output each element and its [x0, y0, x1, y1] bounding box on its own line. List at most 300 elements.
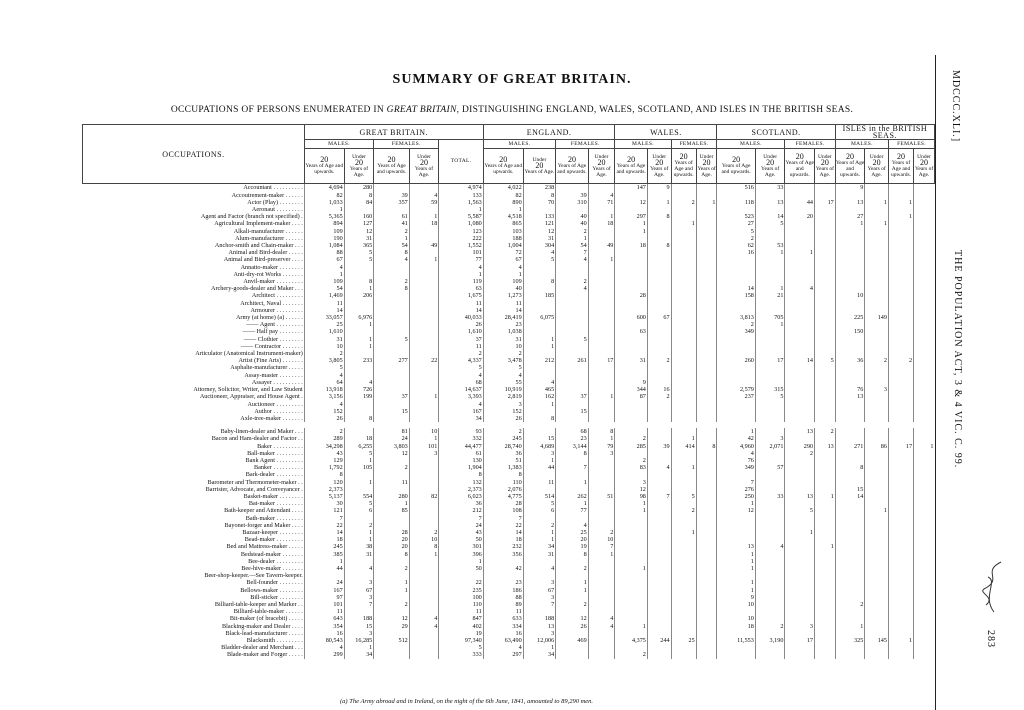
- value-cell: [835, 343, 865, 350]
- age-header-under-20: [755, 149, 785, 184]
- value-cell: [835, 307, 865, 314]
- value-cell: [696, 314, 717, 321]
- value-cell: [409, 608, 439, 615]
- age-number: 20: [597, 158, 606, 168]
- value-cell: [409, 379, 439, 386]
- age-header-20-up: [615, 149, 648, 184]
- value-cell: [647, 235, 671, 242]
- value-cell: [647, 408, 671, 415]
- value-cell: [409, 415, 439, 422]
- value-cell: [914, 350, 935, 357]
- value-cell: [914, 587, 935, 594]
- value-cell: [344, 401, 374, 408]
- age-header-under-20: [647, 149, 671, 184]
- value-cell: [835, 249, 865, 256]
- value-cell: [785, 393, 815, 400]
- value-cell: [523, 206, 556, 213]
- value-cell: [835, 321, 865, 328]
- value-cell: 5: [439, 364, 483, 371]
- value-cell: [865, 558, 889, 565]
- value-cell: [785, 565, 815, 572]
- value-cell: [815, 300, 836, 307]
- age-header-20-up: [374, 149, 409, 184]
- value-cell: 129: [304, 457, 344, 464]
- value-cell: 297: [483, 651, 523, 658]
- value-cell: [696, 386, 717, 393]
- table-row: [83, 192, 935, 199]
- value-cell: 2: [483, 350, 523, 357]
- value-cell: [755, 278, 785, 285]
- value-cell: [409, 558, 439, 565]
- value-cell: [344, 572, 374, 579]
- occupation-name: Army (at home) (a) . . . . . .: [235, 314, 303, 322]
- value-cell: [785, 543, 815, 550]
- value-cell: 1,552: [439, 242, 483, 249]
- value-cell: 17: [785, 637, 815, 644]
- occupation-name: Assayer . . . . . . . . . .: [251, 378, 303, 386]
- value-cell: 77: [439, 256, 483, 263]
- value-cell: 11: [304, 300, 344, 307]
- value-cell: 245: [483, 435, 523, 442]
- value-cell: [865, 529, 889, 536]
- value-cell: 9: [647, 184, 671, 192]
- value-cell: 2: [439, 350, 483, 357]
- value-cell: 13: [785, 493, 815, 500]
- value-cell: 27: [835, 213, 865, 220]
- value-cell: 28: [615, 292, 648, 299]
- value-cell: 354: [304, 623, 344, 630]
- value-cell: [409, 644, 439, 651]
- value-cell: [755, 486, 785, 493]
- age-text: Years of Age.: [650, 166, 669, 179]
- value-cell: [696, 601, 717, 608]
- value-cell: 4: [344, 379, 374, 386]
- value-cell: 2: [647, 393, 671, 400]
- value-cell: 8: [556, 551, 589, 558]
- value-cell: [588, 386, 615, 393]
- value-cell: 349: [717, 464, 755, 471]
- value-cell: [696, 357, 717, 364]
- value-cell: [755, 572, 785, 579]
- value-cell: [556, 471, 589, 478]
- value-cell: [914, 457, 935, 464]
- value-cell: 109: [483, 278, 523, 285]
- value-cell: [671, 285, 696, 292]
- value-cell: [815, 644, 836, 651]
- value-cell: [374, 264, 409, 271]
- value-cell: 13: [835, 199, 865, 206]
- value-cell: [755, 401, 785, 408]
- value-cell: 4,375: [615, 637, 648, 644]
- occupation-name: Blacking-maker and Dealer . . . .: [222, 622, 303, 630]
- value-cell: [374, 364, 409, 371]
- value-cell: [374, 321, 409, 328]
- value-cell: 1: [671, 220, 696, 227]
- value-cell: [696, 435, 717, 442]
- value-cell: [755, 415, 785, 422]
- value-cell: [815, 278, 836, 285]
- value-cell: [865, 644, 889, 651]
- value-cell: [671, 486, 696, 493]
- value-cell: [615, 343, 648, 350]
- value-cell: [755, 307, 785, 314]
- value-cell: 261: [556, 357, 589, 364]
- value-cell: 2: [374, 228, 409, 235]
- table-row: [83, 651, 935, 658]
- value-cell: [696, 292, 717, 299]
- value-cell: [755, 587, 785, 594]
- value-cell: [888, 457, 913, 464]
- value-cell: [696, 242, 717, 249]
- value-cell: [785, 278, 815, 285]
- value-cell: [409, 278, 439, 285]
- value-cell: [755, 192, 785, 199]
- occupation-name: Bank Agent . . . . . . . . .: [245, 456, 303, 464]
- value-cell: 10: [835, 292, 865, 299]
- value-cell: [588, 630, 615, 637]
- value-cell: 36: [835, 357, 865, 364]
- value-cell: [888, 256, 913, 263]
- table-row: [83, 336, 935, 343]
- value-cell: [914, 551, 935, 558]
- value-cell: [671, 536, 696, 543]
- value-cell: [374, 572, 409, 579]
- value-cell: [671, 314, 696, 321]
- value-cell: [671, 393, 696, 400]
- value-cell: [815, 264, 836, 271]
- occupation-name: Accountant . . . . . . . . . .: [243, 184, 303, 192]
- value-cell: [785, 471, 815, 478]
- age-text: Years of Age.: [914, 166, 934, 179]
- value-cell: [888, 192, 913, 199]
- value-cell: 39: [556, 192, 589, 199]
- value-cell: 1: [588, 256, 615, 263]
- value-cell: [785, 579, 815, 586]
- value-cell: [409, 343, 439, 350]
- value-cell: [717, 372, 755, 379]
- value-cell: [647, 401, 671, 408]
- value-cell: [671, 350, 696, 357]
- value-cell: [785, 558, 815, 565]
- value-cell: [815, 379, 836, 386]
- value-cell: 82: [483, 192, 523, 199]
- value-cell: [865, 264, 889, 271]
- value-cell: [647, 471, 671, 478]
- value-cell: 2,076: [483, 486, 523, 493]
- value-cell: [409, 408, 439, 415]
- value-cell: 119: [439, 278, 483, 285]
- value-cell: [696, 450, 717, 457]
- value-cell: [914, 464, 935, 471]
- value-cell: [409, 328, 439, 335]
- value-cell: 4: [556, 256, 589, 263]
- value-cell: 103: [483, 228, 523, 235]
- value-cell: [888, 307, 913, 314]
- value-cell: [615, 206, 648, 213]
- value-cell: [588, 608, 615, 615]
- value-cell: [409, 479, 439, 486]
- value-cell: [755, 264, 785, 271]
- value-cell: [647, 608, 671, 615]
- value-cell: 8: [523, 192, 556, 199]
- value-cell: 18: [483, 536, 523, 543]
- value-cell: 188: [483, 235, 523, 242]
- value-cell: [815, 213, 836, 220]
- occupation-name: Blacksmith . . . . . . . . .: [246, 637, 303, 644]
- value-cell: 1,610: [304, 328, 344, 335]
- value-cell: 2,071: [755, 443, 785, 450]
- value-cell: 13: [815, 443, 836, 450]
- value-cell: [865, 450, 889, 457]
- age-text: Years of Age and upwards.: [616, 163, 646, 176]
- value-cell: 1,004: [483, 242, 523, 249]
- value-cell: [696, 343, 717, 350]
- value-cell: [696, 428, 717, 435]
- value-cell: [914, 479, 935, 486]
- value-cell: [696, 393, 717, 400]
- value-cell: 1: [409, 393, 439, 400]
- table-row: [83, 415, 935, 422]
- value-cell: [888, 435, 913, 442]
- value-cell: 26: [304, 415, 344, 422]
- value-cell: [615, 264, 648, 271]
- table-row: [83, 242, 935, 249]
- value-cell: 310: [556, 199, 589, 206]
- value-cell: 50: [439, 565, 483, 572]
- value-cell: 1,563: [439, 199, 483, 206]
- value-cell: 199: [344, 393, 374, 400]
- value-cell: [815, 536, 836, 543]
- value-cell: 356: [483, 551, 523, 558]
- value-cell: 1: [865, 220, 889, 227]
- value-cell: 13: [717, 543, 755, 550]
- value-cell: 7: [717, 479, 755, 486]
- value-cell: 4: [647, 464, 671, 471]
- value-cell: 51: [483, 457, 523, 464]
- value-cell: 1: [344, 529, 374, 536]
- value-cell: [588, 471, 615, 478]
- value-cell: [815, 242, 836, 249]
- value-cell: 12: [374, 450, 409, 457]
- value-cell: 7: [439, 515, 483, 522]
- value-cell: 1: [588, 213, 615, 220]
- value-cell: [815, 372, 836, 379]
- occupation-name: —— Clothier . . . . . . . .: [243, 335, 303, 343]
- value-cell: [755, 350, 785, 357]
- value-cell: [409, 350, 439, 357]
- occupation-name: Animal and Bird-preserver . . . .: [223, 256, 303, 264]
- value-cell: [865, 372, 889, 379]
- value-cell: [785, 242, 815, 249]
- value-cell: [588, 300, 615, 307]
- value-cell: 4: [523, 379, 556, 386]
- value-cell: [865, 408, 889, 415]
- handwritten-mark: [976, 557, 1006, 617]
- value-cell: [785, 601, 815, 608]
- age-number: 20: [387, 155, 396, 165]
- total-header: TOTAL.: [439, 140, 483, 184]
- value-cell: [888, 601, 913, 608]
- value-cell: [815, 515, 836, 522]
- occupation-name: Archery-goods-dealer and Maker . . .: [211, 285, 303, 293]
- value-cell: 34: [344, 651, 374, 658]
- value-cell: 1: [888, 199, 913, 206]
- value-cell: [374, 651, 409, 658]
- age-text: Years of Age.: [867, 166, 886, 179]
- table-row: [83, 565, 935, 572]
- value-cell: 7: [647, 493, 671, 500]
- value-cell: 63: [439, 285, 483, 292]
- value-cell: 4: [785, 285, 815, 292]
- value-cell: 1: [717, 558, 755, 565]
- value-cell: 3: [588, 450, 615, 457]
- right-margin-rule: [935, 55, 936, 710]
- value-cell: 4: [304, 264, 344, 271]
- value-cell: [588, 235, 615, 242]
- value-cell: 235: [439, 587, 483, 594]
- value-cell: 3: [865, 386, 889, 393]
- table-row: [83, 350, 935, 357]
- value-cell: 188: [344, 615, 374, 622]
- value-cell: 4,518: [483, 213, 523, 220]
- occupation-name: Bat-maker . . . . . . . . .: [248, 500, 303, 508]
- age-header-under-20: [815, 149, 836, 184]
- value-cell: 233: [344, 357, 374, 364]
- value-cell: [374, 300, 409, 307]
- age-number: 20: [567, 155, 576, 165]
- value-cell: [914, 601, 935, 608]
- value-cell: 2: [483, 428, 523, 435]
- value-cell: 7: [556, 249, 589, 256]
- value-cell: 5,137: [304, 493, 344, 500]
- value-cell: 1: [835, 623, 865, 630]
- value-cell: [696, 536, 717, 543]
- occupation-name: Axle-tree-maker . . . . . . .: [240, 414, 303, 422]
- age-under: Under: [352, 154, 366, 161]
- value-cell: [615, 428, 648, 435]
- value-cell: 22: [483, 522, 523, 529]
- value-cell: 25: [671, 637, 696, 644]
- value-cell: [835, 500, 865, 507]
- value-cell: [588, 500, 615, 507]
- value-cell: [374, 271, 409, 278]
- value-cell: 2: [835, 601, 865, 608]
- value-cell: [717, 471, 755, 478]
- value-cell: [914, 637, 935, 644]
- value-cell: 4: [755, 543, 785, 550]
- value-cell: 162: [523, 393, 556, 400]
- value-cell: 7: [523, 601, 556, 608]
- age-number: 20: [846, 152, 855, 162]
- value-cell: [785, 379, 815, 386]
- value-cell: [865, 572, 889, 579]
- value-cell: 212: [523, 357, 556, 364]
- value-cell: [865, 594, 889, 601]
- value-cell: [785, 486, 815, 493]
- occupations-header: OCCUPATIONS.: [83, 125, 305, 184]
- occupation-name: —— Agent . . . . . . . . .: [246, 321, 303, 329]
- value-cell: 4,775: [483, 493, 523, 500]
- value-cell: [865, 364, 889, 371]
- value-cell: 132: [439, 479, 483, 486]
- value-cell: [344, 408, 374, 415]
- value-cell: [755, 615, 785, 622]
- value-cell: 2: [374, 278, 409, 285]
- value-cell: 280: [344, 184, 374, 192]
- value-cell: [556, 307, 589, 314]
- value-cell: [865, 256, 889, 263]
- table-row: [83, 249, 935, 256]
- age-text: Years of Age and upwards.: [721, 163, 751, 176]
- value-cell: [671, 372, 696, 379]
- value-cell: [815, 507, 836, 514]
- value-cell: [671, 249, 696, 256]
- value-cell: [755, 379, 785, 386]
- value-cell: [865, 328, 889, 335]
- value-cell: [671, 328, 696, 335]
- value-cell: [815, 479, 836, 486]
- value-cell: 17: [588, 357, 615, 364]
- value-cell: 1: [439, 271, 483, 278]
- value-cell: [647, 507, 671, 514]
- table-row: [83, 543, 935, 550]
- value-cell: 1: [717, 565, 755, 572]
- table-row: [83, 493, 935, 500]
- value-cell: [556, 630, 589, 637]
- value-cell: 5: [523, 256, 556, 263]
- value-cell: [914, 321, 935, 328]
- value-cell: [671, 184, 696, 192]
- value-cell: [815, 336, 836, 343]
- value-cell: [647, 579, 671, 586]
- table-row: [83, 386, 935, 393]
- value-cell: 8: [374, 285, 409, 292]
- table-row: [83, 292, 935, 299]
- value-cell: 5: [785, 507, 815, 514]
- value-cell: 6: [523, 507, 556, 514]
- value-cell: 2: [409, 529, 439, 536]
- age-number: 20: [702, 158, 711, 168]
- value-cell: 8: [344, 192, 374, 199]
- value-cell: [914, 292, 935, 299]
- value-cell: 11: [439, 343, 483, 350]
- value-cell: [647, 558, 671, 565]
- value-cell: [523, 372, 556, 379]
- age-under: Under: [417, 154, 431, 161]
- value-cell: [588, 558, 615, 565]
- value-cell: [755, 529, 785, 536]
- value-cell: [888, 572, 913, 579]
- table-row: [83, 228, 935, 235]
- value-cell: [888, 249, 913, 256]
- value-cell: 514: [523, 493, 556, 500]
- value-cell: 24: [304, 579, 344, 586]
- value-cell: [815, 471, 836, 478]
- value-cell: 36: [439, 500, 483, 507]
- table-row: [83, 587, 935, 594]
- value-cell: [717, 206, 755, 213]
- value-cell: [374, 558, 409, 565]
- value-cell: 1: [696, 199, 717, 206]
- value-cell: [523, 471, 556, 478]
- value-cell: [865, 435, 889, 442]
- value-cell: [815, 500, 836, 507]
- value-cell: 9: [615, 379, 648, 386]
- value-cell: [785, 536, 815, 543]
- value-cell: 14: [483, 529, 523, 536]
- value-cell: [523, 608, 556, 615]
- running-head-act: THE POPULATION ACT, 3 & 4 VIC. C. 99.: [952, 250, 963, 469]
